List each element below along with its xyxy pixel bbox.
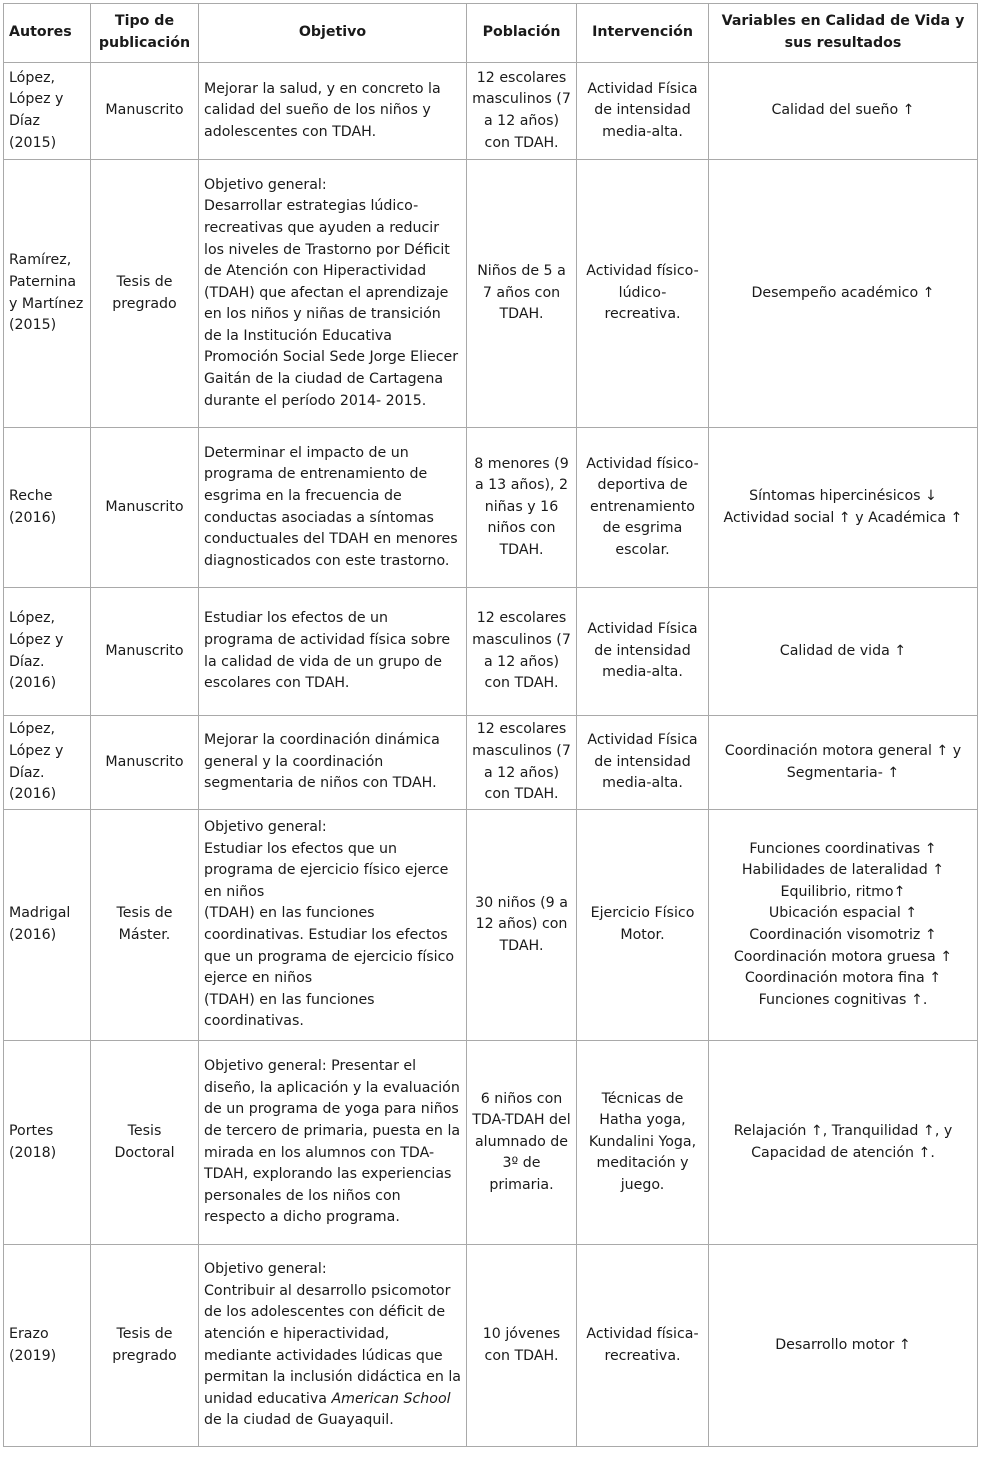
cell-objetivo: Determinar el impacto de un programa de entrenamiento de esgrima en la frecuencia de conductas asociadas a síntomas conductuales del TDAH en menores diagnosticados con este trastorno. <box>199 428 467 588</box>
cell-tipo: Tesis de pregrado <box>91 1245 199 1447</box>
cell-tipo: Tesis Doctoral <box>91 1041 199 1245</box>
table-row <box>4 63 978 160</box>
cell-tipo: Tesis de pregrado <box>91 160 199 428</box>
cell-intervencion: Actividad Física de intensidad media-alta. <box>577 716 709 810</box>
cell-poblacion: 6 niños con TDA-TDAH del alumnado de 3º de primaria. <box>467 1041 577 1245</box>
cell-resultados: Calidad de vida ↑ <box>709 588 978 716</box>
cell-autores: Portes (2018) <box>4 1041 91 1245</box>
cell-resultados: Desarrollo motor ↑ <box>709 1245 978 1447</box>
cell-autores: López, López y Díaz. (2016) <box>4 716 91 810</box>
cell-tipo: Manuscrito <box>91 716 199 810</box>
header-intervencion: Intervención <box>577 4 709 63</box>
cell-objetivo: Objetivo general: Estudiar los efectos que un programa de ejercicio físico ejerce en niños (TDAH) en las funciones coordinativas. Estudiar los efectos que un programa de ejercicio físico ejerce en niños (TDAH) en las funciones coordinativas. <box>199 810 467 1041</box>
cell-intervencion: Actividad Física de intensidad media-alta. <box>577 588 709 716</box>
table-row <box>4 810 978 1041</box>
cell-tipo: Manuscrito <box>91 428 199 588</box>
cell-tipo: Manuscrito <box>91 63 199 160</box>
header-variables-resultados: Variables en Calidad de Vida y sus resultados <box>709 4 978 63</box>
objetivo-school-name: American School <box>331 1390 451 1407</box>
cell-objetivo: Objetivo general: Desarrollar estrategias lúdico-recreativas que ayuden a reducir los niveles de Trastorno por Déficit de Atención con Hiperactividad (TDAH) que afectan el aprendizaje en los niños y niñas de transición de la Institución Educativa Promoción Social Sede Jorge Eliecer Gaitán de la ciudad de Cartagena durante el período 2014- 2015. <box>199 160 467 428</box>
header-objetivo: Objetivo <box>199 4 467 63</box>
cell-poblacion: 8 menores (9 a 13 años), 2 niñas y 16 niños con TDAH. <box>467 428 577 588</box>
cell-resultados: Síntomas hipercinésicos ↓ Actividad social ↑ y Académica ↑ <box>709 428 978 588</box>
cell-objetivo: Mejorar la coordinación dinámica general y la coordinación segmentaria de niños con TDAH. <box>199 716 467 810</box>
cell-resultados: Desempeño académico ↑ <box>709 160 978 428</box>
cell-objetivo: Mejorar la salud, y en concreto la calidad del sueño de los niños y adolescentes con TDAH. <box>199 63 467 160</box>
cell-resultados: Funciones coordinativas ↑ Habilidades de lateralidad ↑ Equilibrio, ritmo↑ Ubicación espacial ↑ Coordinación visomotriz ↑ Coordinación motora gruesa ↑ Coordinación motora fina ↑ Funciones cognitivas ↑. <box>709 810 978 1041</box>
cell-objetivo: Objetivo general: Presentar el diseño, la aplicación y la evaluación de un programa de yoga para niños de tercero de primaria, puesta en la mirada en los alumnos con TDA-TDAH, explorando las experiencias personales de los niños con respecto a dicho programa. <box>199 1041 467 1245</box>
table-row <box>4 160 978 428</box>
cell-autores: Reche (2016) <box>4 428 91 588</box>
cell-tipo: Tesis de Máster. <box>91 810 199 1041</box>
studies-table <box>3 3 978 1447</box>
header-poblacion: Población <box>467 4 577 63</box>
table-row <box>4 1245 978 1447</box>
objetivo-text-end: de la ciudad de Guayaquil. <box>204 1412 394 1429</box>
table-row <box>4 716 978 810</box>
table-row <box>4 588 978 716</box>
cell-intervencion: Actividad físico-lúdico-recreativa. <box>577 160 709 428</box>
cell-objetivo <box>199 1245 467 1447</box>
cell-resultados: Calidad del sueño ↑ <box>709 63 978 160</box>
header-autores: Autores <box>4 4 91 63</box>
cell-autores: Ramírez, Paternina y Martínez (2015) <box>4 160 91 428</box>
objetivo-text: Objetivo general: Contribuir al desarrollo psicomotor de los adolescentes con déficit de atención e hiperactividad, mediante actividades lúdicas que permitan la inclusión didáctica en la unidad educativa <box>204 1261 461 1407</box>
cell-tipo: Manuscrito <box>91 588 199 716</box>
cell-intervencion: Técnicas de Hatha yoga, Kundalini Yoga, meditación y juego. <box>577 1041 709 1245</box>
header-tipo-publicacion: Tipo de publicación <box>91 4 199 63</box>
cell-poblacion: 10 jóvenes con TDAH. <box>467 1245 577 1447</box>
cell-intervencion: Actividad física-recreativa. <box>577 1245 709 1447</box>
cell-autores: Erazo (2019) <box>4 1245 91 1447</box>
cell-autores: Madrigal (2016) <box>4 810 91 1041</box>
cell-poblacion: 30 niños (9 a 12 años) con TDAH. <box>467 810 577 1041</box>
table-row <box>4 428 978 588</box>
cell-poblacion: 12 escolares masculinos (7 a 12 años) con TDAH. <box>467 716 577 810</box>
table-row <box>4 1041 978 1245</box>
cell-intervencion: Actividad Física de intensidad media-alta. <box>577 63 709 160</box>
header-row <box>4 4 978 63</box>
cell-autores: López, López y Díaz. (2016) <box>4 588 91 716</box>
cell-autores: López, López y Díaz (2015) <box>4 63 91 160</box>
cell-intervencion: Actividad físico-deportiva de entrenamiento de esgrima escolar. <box>577 428 709 588</box>
cell-resultados: Relajación ↑, Tranquilidad ↑, y Capacidad de atención ↑. <box>709 1041 978 1245</box>
cell-poblacion: Niños de 5 a 7 años con TDAH. <box>467 160 577 428</box>
cell-poblacion: 12 escolares masculinos (7 a 12 años) con TDAH. <box>467 63 577 160</box>
cell-intervencion: Ejercicio Físico Motor. <box>577 810 709 1041</box>
cell-poblacion: 12 escolares masculinos (7 a 12 años) con TDAH. <box>467 588 577 716</box>
cell-resultados: Coordinación motora general ↑ y Segmentaria- ↑ <box>709 716 978 810</box>
cell-objetivo: Estudiar los efectos de un programa de actividad física sobre la calidad de vida de un grupo de escolares con TDAH. <box>199 588 467 716</box>
